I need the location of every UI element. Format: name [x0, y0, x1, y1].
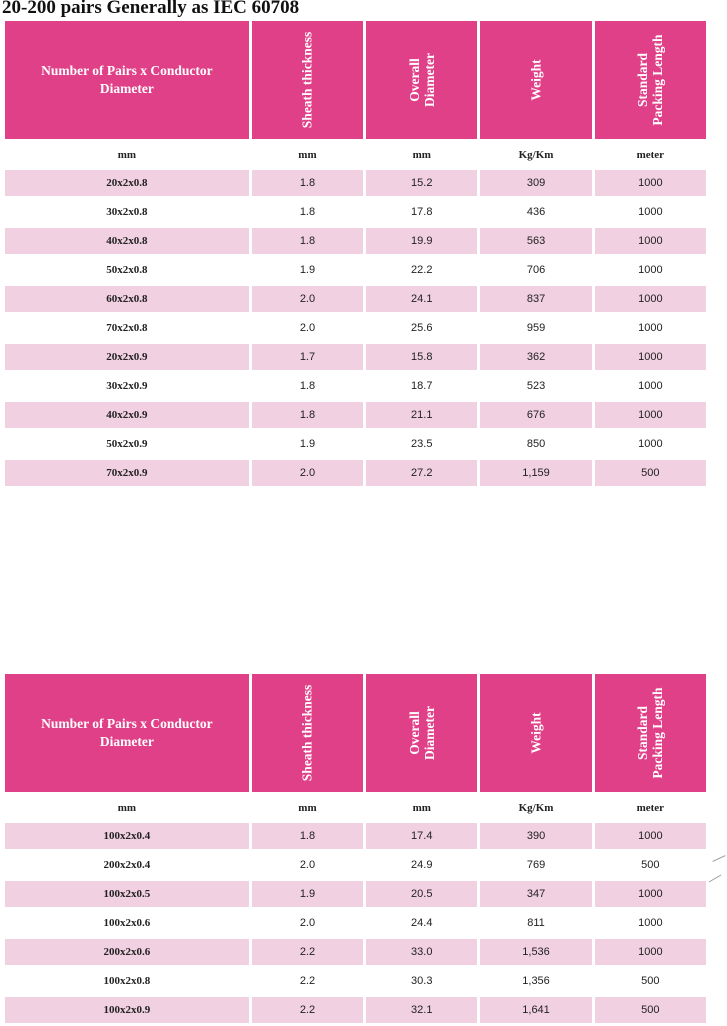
cell-weight: 811: [480, 910, 591, 939]
cell-packing: 500: [595, 852, 706, 881]
cell-packing: 1000: [595, 910, 706, 939]
cell-pairs: 40x2x0.9: [5, 402, 249, 431]
cell-pairs: 100x2x0.6: [5, 910, 249, 939]
cell-weight: 837: [480, 286, 591, 315]
cell-sheath: 2.0: [252, 460, 363, 489]
cell-diameter: 33.0: [366, 939, 477, 968]
table-row: [5, 257, 706, 286]
header-diameter: [366, 674, 477, 792]
header-sheath: [252, 21, 363, 139]
cell-diameter: 27.2: [366, 460, 477, 489]
cell-sheath: 2.0: [252, 286, 363, 315]
cable-spec-table-2: [2, 674, 709, 1026]
cell-sheath: 1.8: [252, 402, 363, 431]
cell-packing: 1000: [595, 939, 706, 968]
cell-packing: 1000: [595, 344, 706, 373]
cell-weight: 523: [480, 373, 591, 402]
header-diameter-label: Overall Diameter: [406, 53, 437, 107]
cell-sheath: 1.8: [252, 823, 363, 852]
cell-weight: 769: [480, 852, 591, 881]
cell-weight: 850: [480, 431, 591, 460]
header-pairs: [5, 674, 249, 792]
cell-weight: 959: [480, 315, 591, 344]
cell-diameter: 15.2: [366, 170, 477, 199]
cell-pairs: 100x2x0.9: [5, 997, 249, 1026]
cell-sheath: 1.8: [252, 199, 363, 228]
header-packing: [595, 674, 706, 792]
page-title: 20-200 pairs Generally as IEC 60708: [2, 0, 300, 18]
cell-sheath: 2.2: [252, 939, 363, 968]
cell-diameter: 24.4: [366, 910, 477, 939]
table-row: [5, 431, 706, 460]
cell-diameter: 21.1: [366, 402, 477, 431]
cell-packing: 1000: [595, 881, 706, 910]
header-sheath-label: Sheath thickness: [299, 31, 315, 129]
unit-cell: mm: [5, 792, 249, 823]
decorative-line: [709, 875, 722, 883]
cell-packing: 500: [595, 997, 706, 1026]
cell-diameter: 23.5: [366, 431, 477, 460]
table-row: [5, 373, 706, 402]
header-weight: [480, 674, 591, 792]
cell-pairs: 70x2x0.8: [5, 315, 249, 344]
cell-packing: 1000: [595, 286, 706, 315]
cell-pairs: 70x2x0.9: [5, 460, 249, 489]
cell-packing: 1000: [595, 823, 706, 852]
decorative-line: [712, 855, 725, 862]
units-row: [5, 792, 706, 823]
header-sheath-label: Sheath thickness: [299, 684, 315, 782]
table-row: [5, 402, 706, 431]
unit-cell: mm: [5, 139, 249, 170]
cell-diameter: 17.4: [366, 823, 477, 852]
header-row: [5, 674, 706, 792]
header-pairs-label: Number of Pairs x Conductor Diameter: [41, 63, 213, 96]
header-pairs-label: Number of Pairs x Conductor Diameter: [41, 716, 213, 749]
header-pairs: [5, 21, 249, 139]
table-row: [5, 881, 706, 910]
cell-packing: 1000: [595, 315, 706, 344]
unit-cell: Kg/Km: [480, 139, 591, 170]
cell-weight: 1,641: [480, 997, 591, 1026]
cell-sheath: 1.7: [252, 344, 363, 373]
header-weight: [480, 21, 591, 139]
unit-cell: meter: [595, 792, 706, 823]
cell-packing: 1000: [595, 170, 706, 199]
table-row: [5, 460, 706, 489]
cell-diameter: 18.7: [366, 373, 477, 402]
table-row: [5, 997, 706, 1026]
cell-packing: 1000: [595, 402, 706, 431]
cell-diameter: 20.5: [366, 881, 477, 910]
cell-diameter: 15.8: [366, 344, 477, 373]
cell-weight: 309: [480, 170, 591, 199]
cell-sheath: 2.2: [252, 997, 363, 1026]
cell-sheath: 1.9: [252, 881, 363, 910]
cell-diameter: 30.3: [366, 968, 477, 997]
unit-cell: meter: [595, 139, 706, 170]
cell-sheath: 2.0: [252, 315, 363, 344]
cell-sheath: 1.8: [252, 373, 363, 402]
header-packing-label: Standard Packing Length: [635, 34, 666, 126]
header-packing: [595, 21, 706, 139]
cell-packing: 500: [595, 460, 706, 489]
cell-weight: 390: [480, 823, 591, 852]
cell-pairs: 50x2x0.8: [5, 257, 249, 286]
cell-sheath: 1.8: [252, 170, 363, 199]
table-row: [5, 170, 706, 199]
cell-pairs: 200x2x0.6: [5, 939, 249, 968]
cell-sheath: 1.9: [252, 431, 363, 460]
cell-diameter: 32.1: [366, 997, 477, 1026]
cell-diameter: 17.8: [366, 199, 477, 228]
unit-cell: mm: [252, 139, 363, 170]
cell-pairs: 200x2x0.4: [5, 852, 249, 881]
cell-diameter: 19.9: [366, 228, 477, 257]
cable-spec-table-1: [2, 21, 709, 489]
cell-pairs: 60x2x0.8: [5, 286, 249, 315]
units-row: [5, 139, 706, 170]
cell-weight: 706: [480, 257, 591, 286]
cell-sheath: 2.2: [252, 968, 363, 997]
cell-pairs: 50x2x0.9: [5, 431, 249, 460]
table-row: [5, 199, 706, 228]
cell-packing: 500: [595, 968, 706, 997]
cell-packing: 1000: [595, 431, 706, 460]
header-diameter-label: Overall Diameter: [406, 706, 437, 760]
unit-cell: mm: [366, 792, 477, 823]
table-row: [5, 344, 706, 373]
cell-weight: 676: [480, 402, 591, 431]
header-packing-label: Standard Packing Length: [635, 687, 666, 779]
cell-weight: 1,356: [480, 968, 591, 997]
header-weight-label: Weight: [528, 59, 544, 101]
header-diameter: [366, 21, 477, 139]
unit-cell: Kg/Km: [480, 792, 591, 823]
cell-packing: 1000: [595, 199, 706, 228]
cell-pairs: 30x2x0.9: [5, 373, 249, 402]
table-row: [5, 939, 706, 968]
table-row: [5, 968, 706, 997]
cell-weight: 563: [480, 228, 591, 257]
cell-packing: 1000: [595, 373, 706, 402]
cell-diameter: 22.2: [366, 257, 477, 286]
cell-pairs: 100x2x0.8: [5, 968, 249, 997]
cell-pairs: 20x2x0.9: [5, 344, 249, 373]
header-sheath: [252, 674, 363, 792]
cell-pairs: 100x2x0.4: [5, 823, 249, 852]
cell-weight: 1,536: [480, 939, 591, 968]
cell-diameter: 25.6: [366, 315, 477, 344]
cell-weight: 1,159: [480, 460, 591, 489]
table-row: [5, 315, 706, 344]
cell-sheath: 1.8: [252, 228, 363, 257]
cell-sheath: 2.0: [252, 910, 363, 939]
cell-diameter: 24.9: [366, 852, 477, 881]
header-row: [5, 21, 706, 139]
table-row: [5, 910, 706, 939]
cell-pairs: 100x2x0.5: [5, 881, 249, 910]
cell-packing: 1000: [595, 228, 706, 257]
cell-pairs: 20x2x0.8: [5, 170, 249, 199]
cell-pairs: 30x2x0.8: [5, 199, 249, 228]
cell-weight: 362: [480, 344, 591, 373]
cell-weight: 347: [480, 881, 591, 910]
cell-pairs: 40x2x0.8: [5, 228, 249, 257]
table-row: [5, 823, 706, 852]
table-row: [5, 286, 706, 315]
unit-cell: mm: [252, 792, 363, 823]
cell-weight: 436: [480, 199, 591, 228]
unit-cell: mm: [366, 139, 477, 170]
cell-packing: 1000: [595, 257, 706, 286]
table-row: [5, 228, 706, 257]
cell-sheath: 1.9: [252, 257, 363, 286]
table-row: [5, 852, 706, 881]
header-weight-label: Weight: [528, 712, 544, 754]
cell-sheath: 2.0: [252, 852, 363, 881]
cell-diameter: 24.1: [366, 286, 477, 315]
